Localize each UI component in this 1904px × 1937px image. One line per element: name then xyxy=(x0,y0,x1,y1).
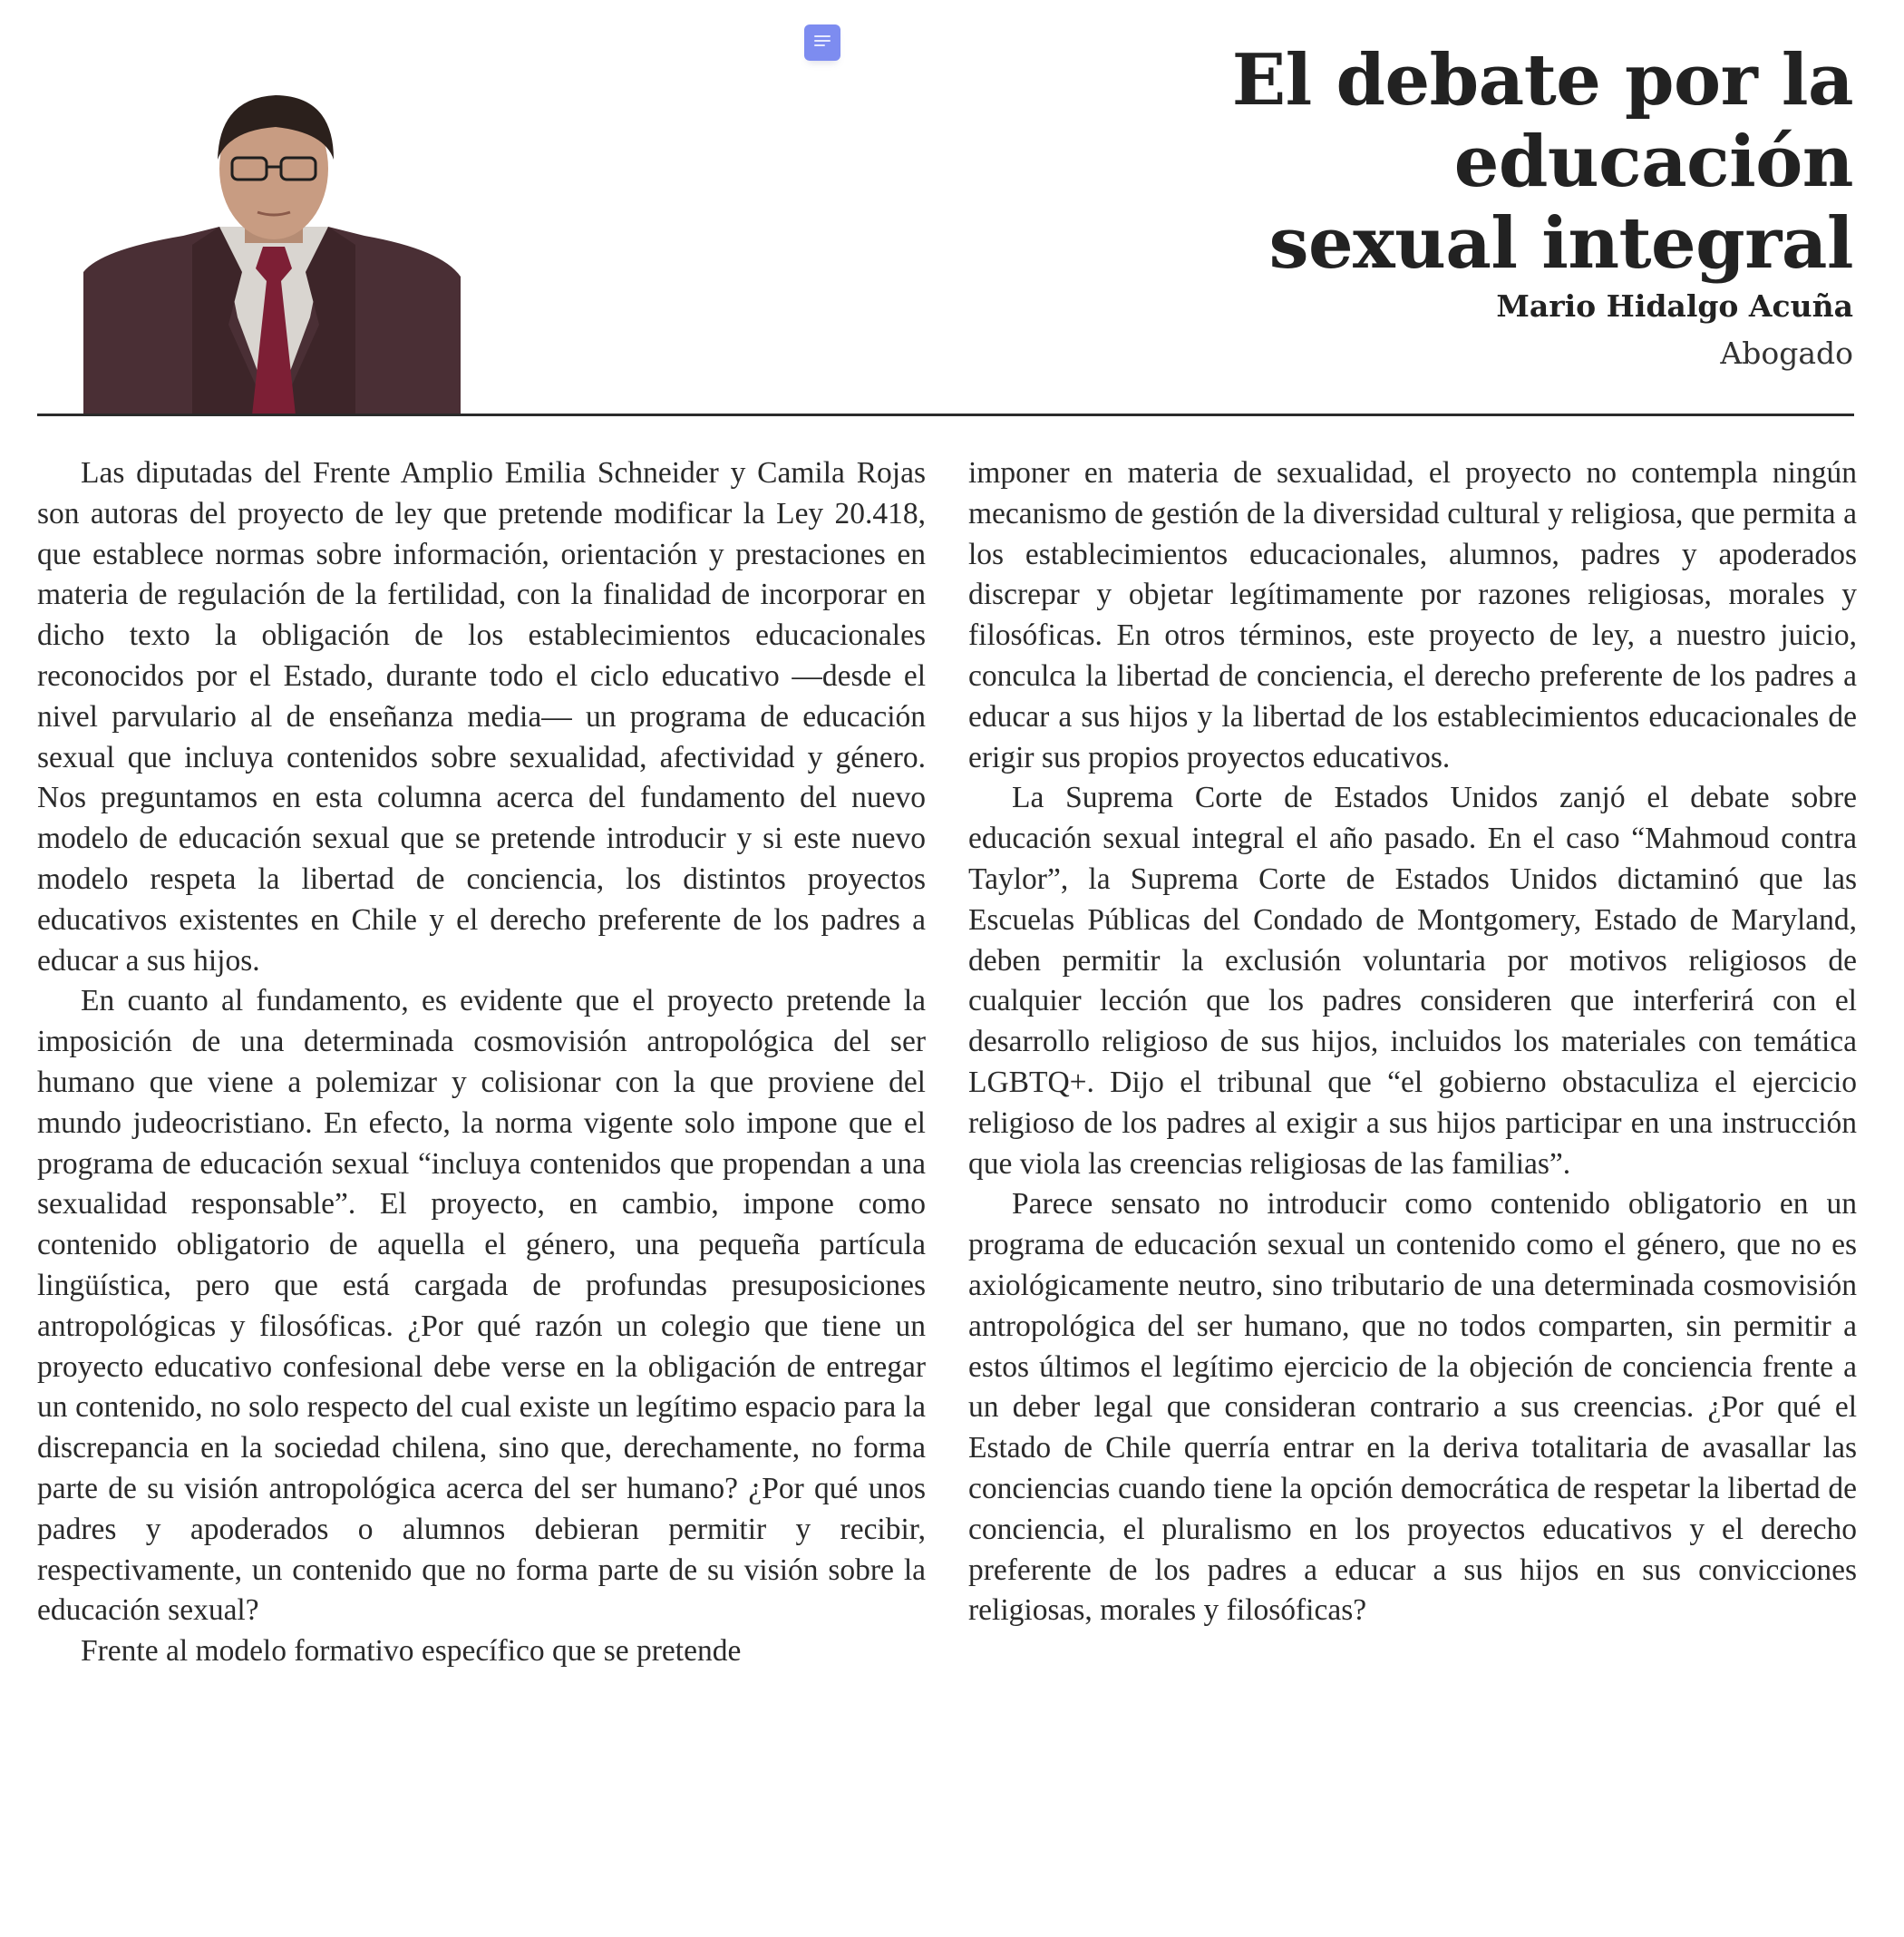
article-headline xyxy=(910,40,1853,285)
headline-line-1: El debate por la educación xyxy=(1231,39,1853,203)
paragraph: Frente al modelo formativo específico que se pretende xyxy=(81,1634,742,1669)
paragraph: imponer en materia de sexualidad, el proyecto no contempla ningún mecanismo de gestión de la diversidad cultural y religiosa, que permita a los establecimientos educacionales, alumnos, padres y apoderados discrepar y objetar legítimamente por razones religiosas, morales y filosóficas. En otros términos, este proyecto de ley, a nuestro juicio, conculca la libertad de conciencia, el derecho preferente de los padres a educar a sus hijos y la libertad de los establecimientos educacionales de erigir sus propios proyectos educativos. xyxy=(968,456,1857,774)
document-icon[interactable] xyxy=(804,24,840,61)
paragraph: Las diputadas del Frente Amplio Emilia Schneider y Camila Rojas son autoras del proyecto de ley que pretende modificar la Ley 20.418, que establece normas sobre información, orientación y prestaciones en materia de regulación de la fertilidad, con la finalidad de incorporar en dicho texto la obligación de los establecimientos educacionales reconocidos por el Estado, durante todo el ciclo educativo —desde el nivel parvulario al de enseñanza media— un programa de educación sexual que incluya contenidos sobre sexualidad, afectividad y género. Nos preguntamos en esta columna acerca del fundamento del nuevo modelo de educación sexual que se pretende introducir y si este nuevo modelo respeta la libertad de conciencia, los distintos proyectos educativos existentes en Chile y el derecho preferente de los padres a educar a sus hijos. xyxy=(37,456,926,978)
header-divider xyxy=(37,414,1854,416)
headline-line-2: sexual integral xyxy=(1268,202,1853,285)
author-name: Mario Hidalgo Acuña xyxy=(1496,288,1853,324)
paragraph: Parece sensato no introducir como contenido obligatorio en un programa de educación sexual un contenido como el género, que no es axiológicamente neutro, sino tributario de una determinada cosmovisión antropológica del ser humano, que no todos comparten, sin permitir a estos últimos el legítimo ejercicio de la objeción de conciencia frente a un deber legal que consideran contrario a sus creencias. ¿Por qué el Estado de Chile querría entrar en la deriva totalitaria de avasallar las conciencias cuando tiene la opción democrática de respetar la libertad de conciencia, el pluralismo en los proyectos educativos y el derecho preferente de los padres a educar a sus hijos en sus convicciones religiosas, morales y filosóficas? xyxy=(968,1187,1857,1628)
paragraph: La Suprema Corte de Estados Unidos zanjó el debate sobre educación sexual integral el año pasado. En el caso “Mahmoud contra Taylor”, la Suprema Corte de Estados Unidos dictaminó que las Escuelas Públicas del Condado de Montgomery, Estado de Maryland, deben permitir la exclusión voluntaria por motivos religiosos de cualquier lección que los padres consideren que interferirá con el desarrollo religioso de sus hijos, incluidos los materiales con temática LGBTQ+. Dijo el tribunal que “el gobierno obstaculiza el ejercicio religioso de los padres al exigir a sus hijos participar en una instrucción que viola las creencias religiosas de las familias”. xyxy=(968,781,1857,1181)
paragraph: En cuanto al fundamento, es evidente que el proyecto pretende la imposición de una determinada cosmovisión antropológica del ser humano que viene a polemizar y colisionar con la que proviene del mundo judeocristiano. En efecto, la norma vigente solo impone que el programa de educación sexual “incluya contenidos que propendan a una sexualidad responsable”. El proyecto, en cambio, impone como contenido obligatorio de aquella el género, una pequeña partícula lingüística, pero que está cargada de profundas presuposiciones antropológicas y filosóficas. ¿Por qué razón un colegio que tiene un proyecto educativo confesional debe verse en la obligación de entregar un contenido, no solo respecto del cual existe un legítimo espacio para la discrepancia en la sociedad chilena, sino que, derechamente, no forma parte de su visión antropológica acerca del ser humano? ¿Por qué unos padres y apoderados o alumnos debieran permitir y recibir, respectivamente, un contenido que no forma parte de su visión sobre la educación sexual? xyxy=(37,984,926,1628)
article-column-left xyxy=(37,453,926,1932)
author-role: Abogado xyxy=(1720,336,1853,371)
author-portrait xyxy=(83,91,461,415)
article-column-right xyxy=(968,453,1857,1932)
